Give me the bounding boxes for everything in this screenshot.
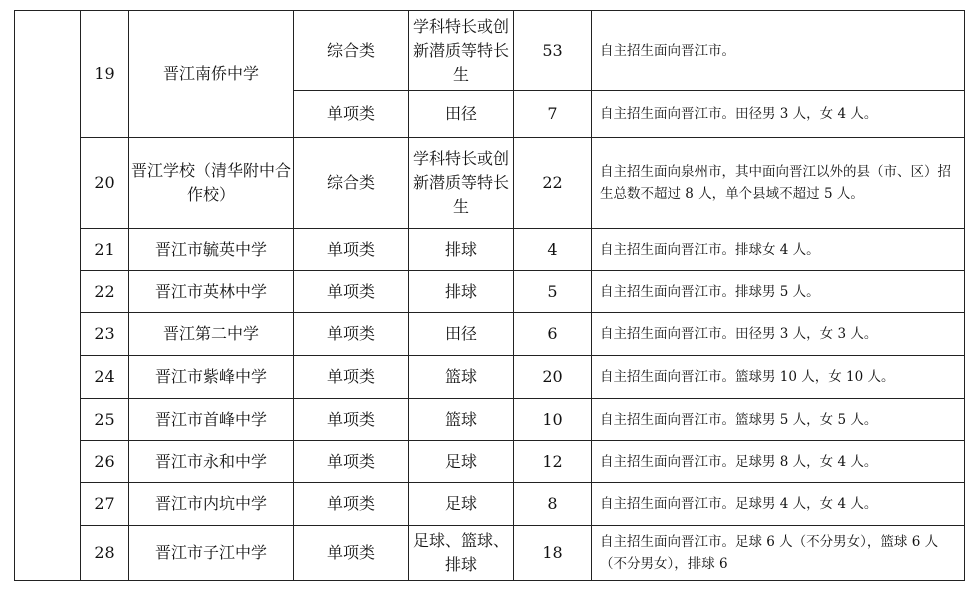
row-number: 21 (81, 229, 129, 271)
remarks: 自主招生面向晋江市。排球男 5 人。 (592, 271, 965, 313)
enrollment-count: 6 (514, 313, 592, 356)
school-name: 晋江市子江中学 (129, 526, 294, 581)
enrollment-count: 53 (514, 11, 592, 91)
category-type: 单项类 (294, 313, 409, 356)
specialty-item: 足球 (409, 441, 514, 483)
enrollment-count: 8 (514, 483, 592, 526)
school-name: 晋江市英林中学 (129, 271, 294, 313)
school-name: 晋江市永和中学 (129, 441, 294, 483)
category-type: 综合类 (294, 138, 409, 229)
remarks: 自主招生面向晋江市。篮球男 5 人，女 5 人。 (592, 399, 965, 441)
school-name: 晋江市紫峰中学 (129, 356, 294, 399)
specialty-item: 排球 (409, 271, 514, 313)
category-type: 单项类 (294, 526, 409, 581)
school-name: 晋江市内坑中学 (129, 483, 294, 526)
remarks: 自主招生面向晋江市。排球女 4 人。 (592, 229, 965, 271)
specialty-item: 篮球 (409, 399, 514, 441)
school-name: 晋江第二中学 (129, 313, 294, 356)
remarks: 自主招生面向晋江市。篮球男 10 人，女 10 人。 (592, 356, 965, 399)
admissions-table (14, 10, 965, 581)
remarks: 自主招生面向晋江市。足球男 8 人，女 4 人。 (592, 441, 965, 483)
enrollment-count: 20 (514, 356, 592, 399)
remarks: 自主招生面向泉州市，其中面向晋江以外的县（市、区）招生总数不超过 8 人，单个县域不超过 5 人。 (592, 138, 965, 229)
table-row (15, 441, 965, 483)
specialty-item: 排球 (409, 229, 514, 271)
remarks: 自主招生面向晋江市。足球 6 人（不分男女），篮球 6 人（不分男女），排球 6 (592, 526, 965, 581)
enrollment-count: 22 (514, 138, 592, 229)
table-row (15, 356, 965, 399)
specialty-item: 学科特长或创新潜质等特长生 (409, 11, 514, 91)
remarks: 自主招生面向晋江市。 (592, 11, 965, 91)
school-name: 晋江南侨中学 (129, 11, 294, 138)
row-number: 27 (81, 483, 129, 526)
specialty-item: 足球 (409, 483, 514, 526)
specialty-item: 篮球 (409, 356, 514, 399)
table-row (15, 483, 965, 526)
row-number: 25 (81, 399, 129, 441)
specialty-item: 田径 (409, 91, 514, 138)
table-row (15, 271, 965, 313)
enrollment-count: 4 (514, 229, 592, 271)
category-type: 单项类 (294, 441, 409, 483)
specialty-item: 田径 (409, 313, 514, 356)
row-number: 20 (81, 138, 129, 229)
table-row (15, 526, 965, 581)
enrollment-count: 7 (514, 91, 592, 138)
row-number: 26 (81, 441, 129, 483)
row-number: 24 (81, 356, 129, 399)
category-type: 单项类 (294, 91, 409, 138)
row-number: 19 (81, 11, 129, 138)
table-row (15, 229, 965, 271)
table-row (15, 11, 965, 91)
enrollment-count: 18 (514, 526, 592, 581)
table-row (15, 138, 965, 229)
category-type: 综合类 (294, 11, 409, 91)
school-name: 晋江学校（清华附中合作校） (129, 138, 294, 229)
row-number: 22 (81, 271, 129, 313)
left-margin-column (15, 11, 81, 581)
row-number: 23 (81, 313, 129, 356)
specialty-item: 足球、篮球、排球 (409, 526, 514, 581)
category-type: 单项类 (294, 229, 409, 271)
enrollment-count: 12 (514, 441, 592, 483)
category-type: 单项类 (294, 271, 409, 313)
row-number: 28 (81, 526, 129, 581)
remarks: 自主招生面向晋江市。田径男 3 人，女 4 人。 (592, 91, 965, 138)
table-row (15, 313, 965, 356)
school-name: 晋江市首峰中学 (129, 399, 294, 441)
category-type: 单项类 (294, 356, 409, 399)
specialty-item: 学科特长或创新潜质等特长生 (409, 138, 514, 229)
category-type: 单项类 (294, 483, 409, 526)
category-type: 单项类 (294, 399, 409, 441)
school-name: 晋江市毓英中学 (129, 229, 294, 271)
table-row (15, 399, 965, 441)
remarks: 自主招生面向晋江市。田径男 3 人，女 3 人。 (592, 313, 965, 356)
enrollment-count: 5 (514, 271, 592, 313)
remarks: 自主招生面向晋江市。足球男 4 人，女 4 人。 (592, 483, 965, 526)
enrollment-count: 10 (514, 399, 592, 441)
